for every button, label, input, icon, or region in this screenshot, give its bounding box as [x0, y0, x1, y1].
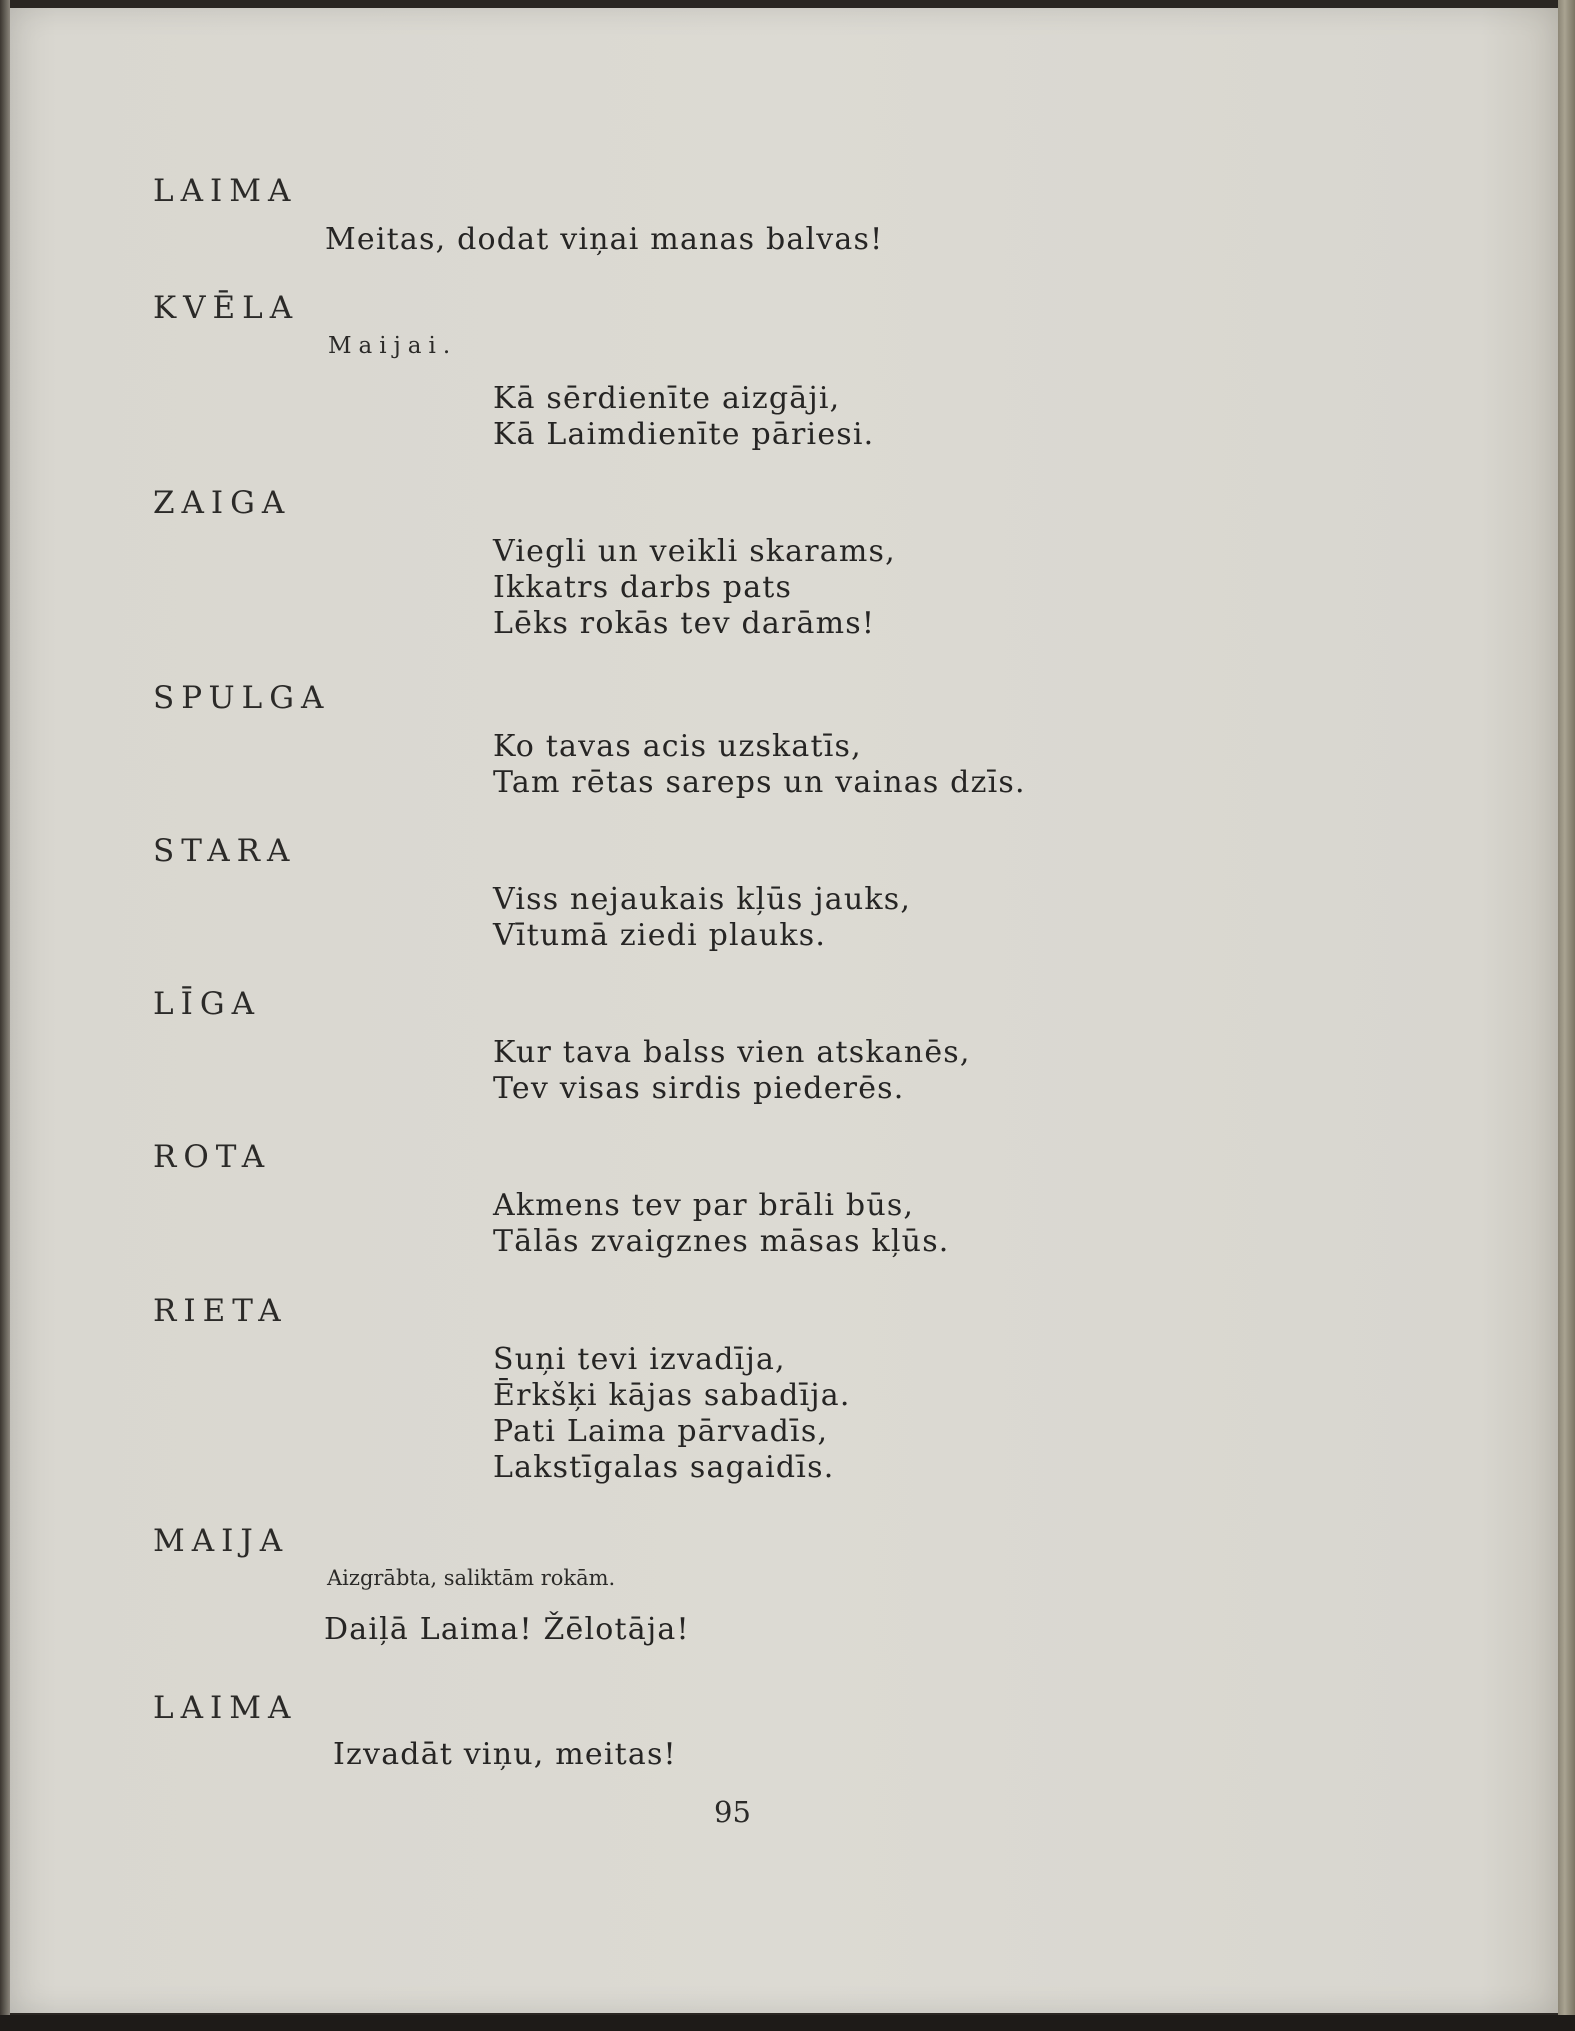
- verse-block: [493, 729, 1026, 801]
- verse-block: [493, 1188, 950, 1260]
- speaker-name: RIETA: [153, 1293, 288, 1329]
- speaker-name: LAIMA: [153, 173, 298, 209]
- speaker-name: LĪGA: [153, 986, 261, 1022]
- verse-line: Tam rētas sareps un vainas dzīs.: [493, 765, 1026, 800]
- verse-line: Vītumā ziedi plauks.: [493, 918, 827, 953]
- verse-block: [493, 534, 896, 642]
- speaker-name: ROTA: [153, 1139, 272, 1175]
- verse-block: [493, 1342, 851, 1486]
- verse-line: Ko tavas acis uzskatīs,: [493, 729, 862, 764]
- verse-line: Kā sērdienīte aizgāji,: [493, 381, 841, 416]
- verse-block: [493, 882, 911, 954]
- verse-line: Suņi tevi izvadīja,: [493, 1342, 786, 1377]
- page-number: 95: [714, 1795, 751, 1829]
- verse-line: Viegli un veikli skarams,: [493, 534, 896, 569]
- page-edge: [1558, 0, 1575, 2031]
- speaker-name: ZAIGA: [153, 485, 292, 521]
- verse-line: Kā Laimdienīte pāriesi.: [493, 417, 875, 452]
- verse-line: Ikkatrs darbs pats: [493, 570, 793, 605]
- verse-line: Akmens tev par brāli būs,: [493, 1188, 915, 1223]
- verse-line: Tev visas sirdis piederēs.: [493, 1071, 905, 1106]
- speaker-name: MAIJA: [153, 1523, 290, 1559]
- book-gutter: [0, 0, 10, 2031]
- verse-line: Kur tava balss vien atskanēs,: [493, 1035, 971, 1070]
- verse-block: [493, 1035, 971, 1107]
- stage-direction: Aizgrābta, saliktām rokām.: [327, 1566, 616, 1590]
- verse-line: Lakstīgalas sagaidīs.: [493, 1450, 835, 1485]
- verse-line: Pati Laima pārvadīs,: [493, 1414, 829, 1449]
- page-bottom-edge: [0, 2015, 1575, 2031]
- verse-line: Viss nejaukais kļūs jauks,: [493, 882, 912, 917]
- verse-line: Lēks rokās tev darāms!: [493, 606, 876, 641]
- dialogue-line: Meitas, dodat viņai manas balvas!: [325, 222, 884, 257]
- stage-direction: Maijai.: [328, 333, 458, 359]
- speaker-name: STARA: [153, 833, 297, 869]
- dialogue-line: Daiļā Laima! Žēlotāja!: [324, 1612, 690, 1647]
- speaker-name: LAIMA: [153, 1690, 298, 1726]
- verse-block: [493, 381, 874, 453]
- speaker-name: KVĒLA: [153, 290, 300, 326]
- dialogue-line: Izvadāt viņu, meitas!: [333, 1737, 677, 1772]
- verse-line: Tālās zvaigznes māsas kļūs.: [493, 1224, 950, 1259]
- speaker-name: SPULGA: [153, 680, 331, 716]
- verse-line: Ērkšķi kājas sabadīja.: [493, 1378, 851, 1413]
